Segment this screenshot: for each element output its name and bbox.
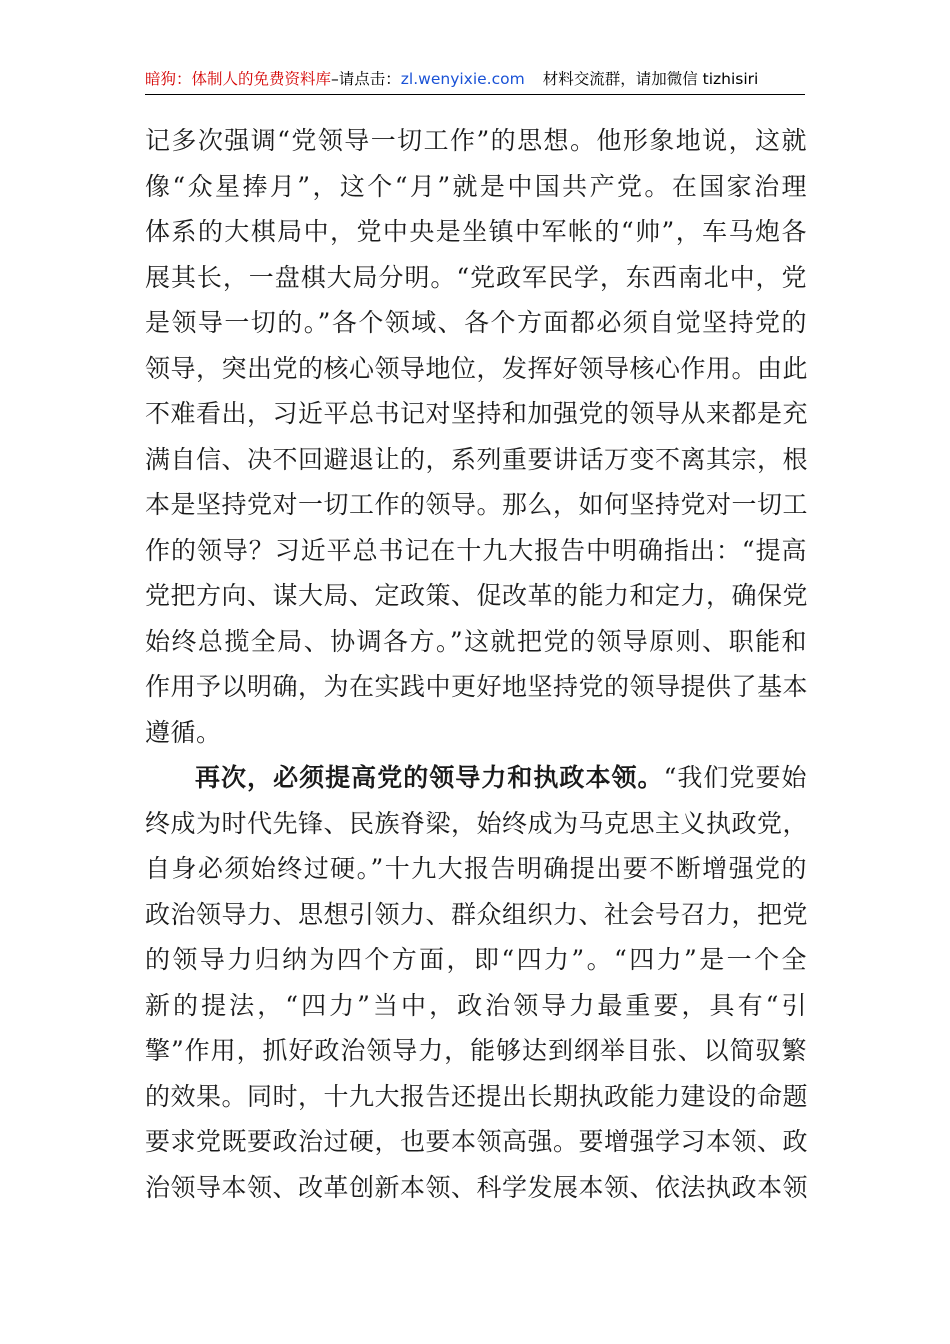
text-line: 始终总揽全局、协调各方。”这就把党的领导原则、职能和 (145, 626, 807, 656)
text-line: 不难看出，习近平总书记对坚持和加强党的领导从来都是充 (145, 399, 809, 428)
text-line: 治领导本领、改革创新本领、科学发展本领、依法执政本领 (145, 1172, 809, 1202)
paragraph-2-first-line (145, 755, 807, 801)
text-line: 记多次强调“党领导一切工作”的思想。他形象地说，这就 (145, 126, 807, 155)
text-line: 的效果。同时，十九大报告还提出长期执政能力建设的命题 (145, 1081, 809, 1111)
section-heading: 再次，必须提高党的领导力和执政本领。 (195, 763, 664, 792)
text-line: 遵循。 (145, 717, 222, 747)
text-line: 终成为时代先锋、民族脊梁，始终成为马克思主义执政党， (145, 808, 809, 838)
text-line: 领导，突出党的核心领导地位，发挥好领导核心作用。由此 (145, 353, 809, 383)
document-body (145, 118, 807, 1210)
text-line: 的领导力归纳为四个方面，即“四力”。“四力”是一个全 (145, 945, 807, 974)
text-line: 自身必须始终过硬。”十九大报告明确提出要不断增强党的 (145, 854, 807, 883)
text-line: 党把方向、谋大局、定政策、促改革的能力和定力，确保党 (145, 581, 809, 610)
header-link[interactable]: zl.wenyixie.com (400, 70, 525, 88)
text-run: “我们党要始 (663, 763, 807, 792)
header-brand: 暗狗：体制人的免费资料库 (145, 70, 332, 88)
text-line: 政治领导力、思想引领力、群众组织力、社会号召力，把党 (145, 899, 809, 929)
text-line: 体系的大棋局中，党中央是坐镇中军帐的“帅”，车马炮各 (145, 217, 807, 246)
text-line: 像“众星捧月”，这个“月”就是中国共产党。在国家治理 (145, 171, 807, 201)
paragraph-2 (145, 755, 807, 1210)
text-line: 作用予以明确，为在实践中更好地坚持党的领导提供了基本 (145, 672, 809, 701)
text-line: 满自信、决不回避退让的，系列重要讲话万变不离其宗，根 (145, 444, 809, 474)
text-line: 新的提法，“四力”当中，政治领导力最重要，具有“引 (145, 990, 807, 1020)
header-prompt: –请点击： (331, 70, 401, 88)
text-line: 本是坚持党对一切工作的领导。那么，如何坚持党对一切工 (145, 490, 809, 519)
header-group-info: 材料交流群，请加微信 tizhisiri (542, 70, 759, 88)
text-line: 作的领导？习近平总书记在十九大报告中明确指出：“提高 (145, 535, 807, 565)
page-header (145, 64, 805, 95)
text-line: 擎”作用，抓好政治领导力，能够达到纲举目张、以简驭繁 (145, 1036, 807, 1065)
text-line: 要求党既要政治过硬，也要本领高强。要增强学习本领、政 (145, 1127, 809, 1156)
text-line: 是领导一切的。”各个领域、各个方面都必须自觉坚持党的 (145, 308, 807, 337)
paragraph-1 (145, 118, 807, 755)
text-line: 展其长，一盘棋大局分明。“党政军民学，东西南北中，党 (145, 262, 807, 292)
